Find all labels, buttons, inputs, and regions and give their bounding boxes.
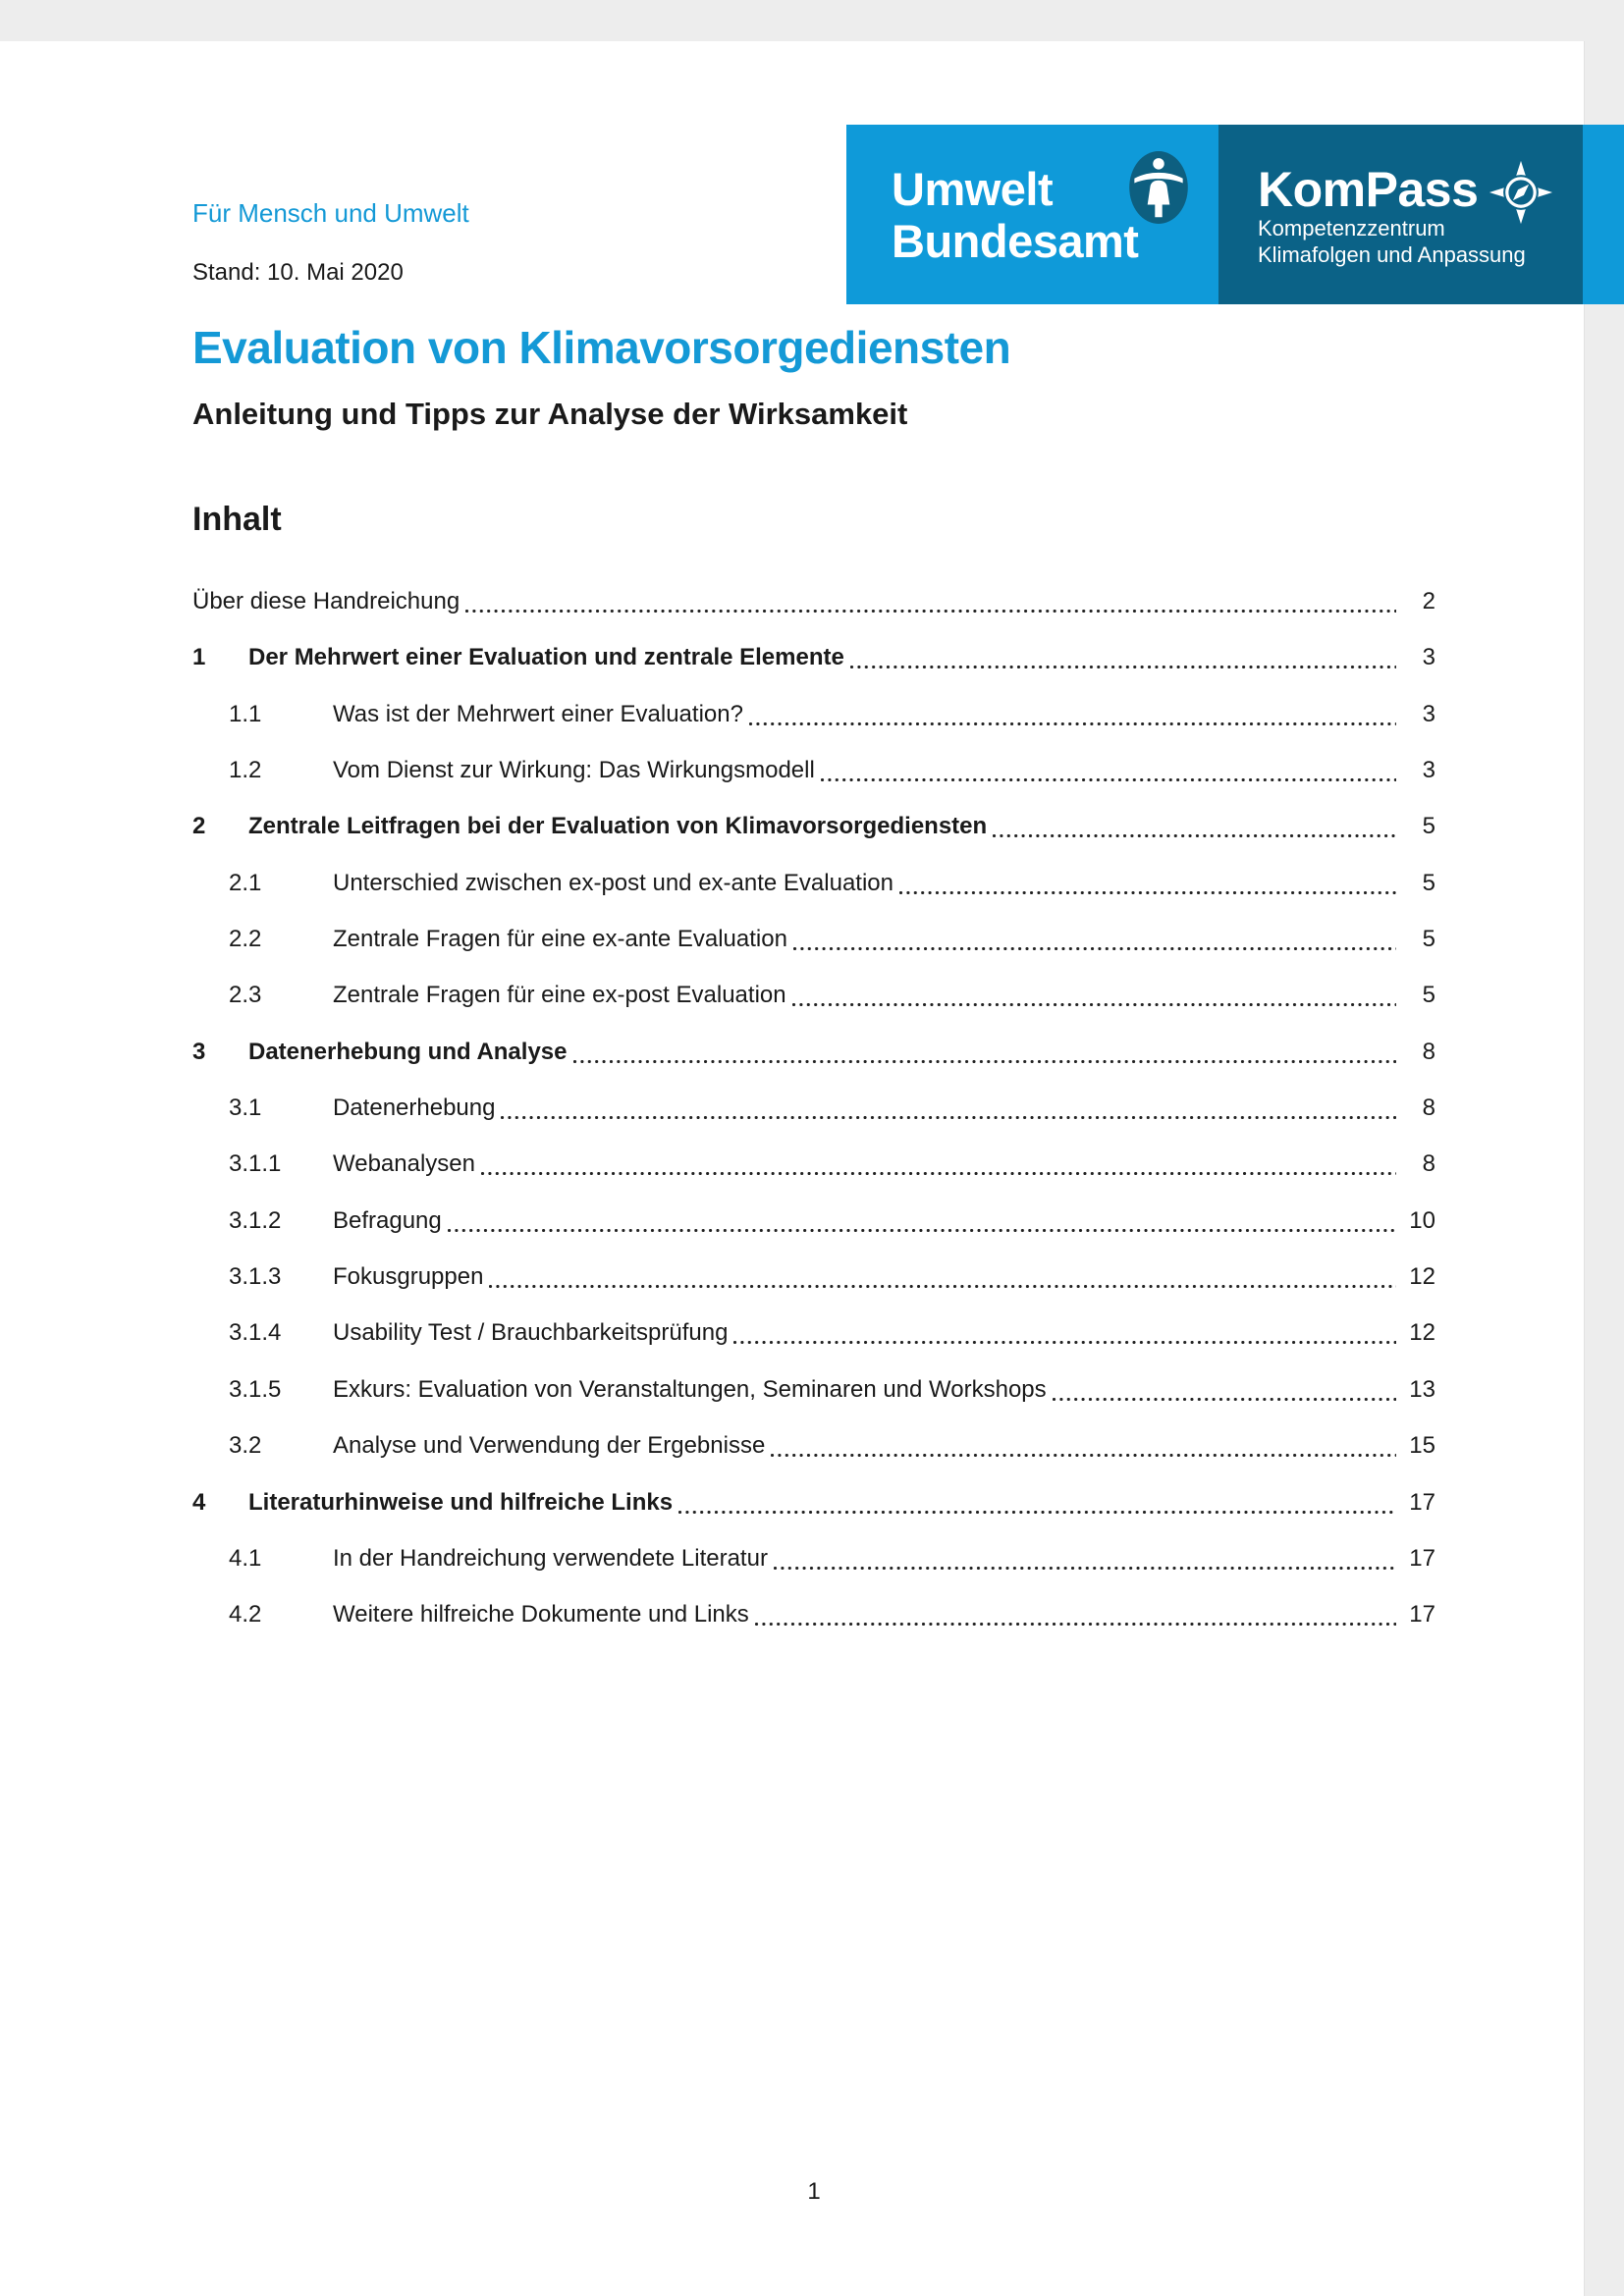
toc-dot-leader bbox=[501, 1094, 1396, 1123]
toc-entry[interactable] bbox=[192, 1375, 1435, 1431]
toc-entry-page: 5 bbox=[1422, 926, 1435, 953]
toc-dot-leader bbox=[993, 812, 1396, 841]
tagline: Für Mensch und Umwelt bbox=[192, 198, 469, 228]
toc-entry-number: 3.1 bbox=[229, 1095, 262, 1122]
toc-entry[interactable] bbox=[192, 587, 1435, 643]
toc-entry-page: 8 bbox=[1422, 1095, 1435, 1122]
toc-dot-leader bbox=[792, 981, 1396, 1010]
toc-entry-label: Usability Test / Brauchbarkeitsprüfung bbox=[333, 1319, 729, 1347]
toc-list bbox=[192, 587, 1435, 1657]
toc-entry-label: In der Handreichung verwendete Literatur bbox=[333, 1544, 768, 1572]
toc-entry-page: 5 bbox=[1422, 813, 1435, 840]
document-title: Evaluation von Klimavorsorgediensten bbox=[192, 322, 1011, 373]
toc-entry-page: 17 bbox=[1409, 1488, 1435, 1516]
toc-entry-page: 10 bbox=[1409, 1206, 1435, 1234]
toc-dot-leader bbox=[678, 1488, 1396, 1518]
toc-entry-label: Analyse und Verwendung der Ergebnisse bbox=[333, 1432, 766, 1460]
toc-entry-label: Zentrale Leitfragen bei der Evaluation von Klimavorsorgediensten bbox=[248, 813, 988, 840]
toc-entry-number: 1.2 bbox=[229, 757, 262, 784]
toc-entry-label: Datenerhebung bbox=[333, 1095, 496, 1122]
toc-entry-number: 2 bbox=[192, 813, 206, 840]
uba-logo-line1: Umwelt bbox=[892, 162, 1054, 215]
toc-entry-page: 15 bbox=[1409, 1432, 1435, 1460]
umweltbundesamt-logo bbox=[846, 125, 1218, 304]
toc-entry-label: Zentrale Fragen für eine ex-post Evaluation bbox=[333, 982, 786, 1009]
toc-dot-leader bbox=[749, 700, 1396, 729]
kompass-logo-subtitle1: Kompetenzzentrum bbox=[1258, 216, 1445, 240]
toc-entry[interactable] bbox=[192, 1600, 1435, 1656]
toc-entry-number: 2.3 bbox=[229, 982, 262, 1009]
toc-entry-page: 17 bbox=[1409, 1601, 1435, 1629]
toc-dot-leader bbox=[821, 756, 1396, 785]
toc-entry-number: 3.2 bbox=[229, 1432, 262, 1460]
kompass-logo-subtitle2: Klimafolgen und Anpassung bbox=[1258, 242, 1526, 267]
toc-entry-number: 4.1 bbox=[229, 1544, 262, 1572]
toc-dot-leader bbox=[850, 643, 1396, 672]
toc-entry[interactable] bbox=[192, 925, 1435, 981]
toc-entry[interactable] bbox=[192, 700, 1435, 756]
toc-entry-page: 3 bbox=[1422, 757, 1435, 784]
toc-entry-number: 3.1.3 bbox=[229, 1263, 282, 1291]
toc-entry-label: Weitere hilfreiche Dokumente und Links bbox=[333, 1601, 749, 1629]
toc-entry-label: Unterschied zwischen ex-post und ex-ante Evaluation bbox=[333, 869, 893, 896]
toc-entry-label: Vom Dienst zur Wirkung: Das Wirkungsmodell bbox=[333, 757, 815, 784]
toc-entry[interactable] bbox=[192, 756, 1435, 812]
toc-entry-label: Befragung bbox=[333, 1206, 442, 1234]
toc-dot-leader bbox=[755, 1600, 1396, 1629]
toc-entry-label: Fokusgruppen bbox=[333, 1263, 484, 1291]
kompass-logo bbox=[1218, 125, 1583, 304]
toc-dot-leader bbox=[771, 1431, 1396, 1461]
toc-entry-page: 12 bbox=[1409, 1319, 1435, 1347]
date-line: Stand: 10. Mai 2020 bbox=[192, 259, 404, 286]
person-in-ellipse-icon bbox=[1128, 150, 1189, 230]
toc-entry-number: 3.1.4 bbox=[229, 1319, 282, 1347]
toc-dot-leader bbox=[899, 869, 1396, 898]
toc-entry-label: Datenerhebung und Analyse bbox=[248, 1038, 568, 1065]
toc-dot-leader bbox=[573, 1038, 1397, 1067]
compass-icon bbox=[1489, 157, 1553, 233]
toc-entry-number: 3.1.5 bbox=[229, 1375, 282, 1403]
document-subtitle: Anleitung und Tipps zur Analyse der Wirksamkeit bbox=[192, 397, 908, 431]
toc-entry-number: 4.2 bbox=[229, 1601, 262, 1629]
toc-entry-page: 2 bbox=[1422, 588, 1435, 614]
toc-dot-leader bbox=[1053, 1375, 1396, 1405]
toc-entry-label: Zentrale Fragen für eine ex-ante Evaluation bbox=[333, 926, 787, 953]
toc-entry-page: 3 bbox=[1422, 700, 1435, 727]
toc-entry[interactable] bbox=[192, 981, 1435, 1037]
toc-entry-label: Über diese Handreichung bbox=[192, 588, 460, 614]
toc-dot-leader bbox=[448, 1206, 1396, 1236]
toc-entry[interactable] bbox=[192, 643, 1435, 699]
toc-entry-number: 2.1 bbox=[229, 869, 262, 896]
toc-entry[interactable] bbox=[192, 869, 1435, 925]
toc-entry-number: 2.2 bbox=[229, 926, 262, 953]
toc-entry-number: 3.1.1 bbox=[229, 1150, 282, 1178]
toc-entry-number: 3.1.2 bbox=[229, 1206, 282, 1234]
toc-dot-leader bbox=[465, 587, 1396, 616]
toc-entry[interactable] bbox=[192, 1206, 1435, 1262]
toc-entry-page: 17 bbox=[1409, 1544, 1435, 1572]
uba-logo-line2: Bundesamt bbox=[892, 214, 1139, 267]
toc-entry-label: Webanalysen bbox=[333, 1150, 475, 1178]
toc-heading: Inhalt bbox=[192, 501, 282, 538]
toc-entry[interactable] bbox=[192, 1488, 1435, 1544]
toc-entry-label: Der Mehrwert einer Evaluation und zentrale Elemente bbox=[248, 644, 844, 671]
toc-entry-number: 3 bbox=[192, 1038, 206, 1065]
toc-entry-page: 13 bbox=[1409, 1375, 1435, 1403]
toc-entry-label: Exkurs: Evaluation von Veranstaltungen, Seminaren und Workshops bbox=[333, 1375, 1047, 1403]
kompass-logo-title: KomPass bbox=[1258, 162, 1479, 217]
footer-page-number: 1 bbox=[807, 2178, 821, 2205]
toc-entry[interactable] bbox=[192, 812, 1435, 868]
toc-dot-leader bbox=[481, 1149, 1396, 1179]
toc-entry[interactable] bbox=[192, 1431, 1435, 1487]
toc-entry-number: 1.1 bbox=[229, 700, 262, 727]
toc-dot-leader bbox=[489, 1262, 1396, 1292]
toc-entry-label: Literaturhinweise und hilfreiche Links bbox=[248, 1488, 674, 1516]
toc-entry-page: 5 bbox=[1422, 982, 1435, 1009]
toc-entry-page: 3 bbox=[1422, 644, 1435, 671]
toc-dot-leader bbox=[774, 1544, 1396, 1574]
banner-edge-strip bbox=[1583, 125, 1624, 304]
toc-entry[interactable] bbox=[192, 1544, 1435, 1600]
toc-entry-number: 1 bbox=[192, 644, 206, 671]
toc-entry-page: 8 bbox=[1422, 1150, 1435, 1178]
toc-entry-number: 4 bbox=[192, 1488, 206, 1516]
toc-entry[interactable] bbox=[192, 1262, 1435, 1318]
toc-entry-label: Was ist der Mehrwert einer Evaluation? bbox=[333, 700, 743, 727]
toc-dot-leader bbox=[733, 1318, 1396, 1348]
toc-entry[interactable] bbox=[192, 1094, 1435, 1149]
toc-entry-page: 8 bbox=[1422, 1038, 1435, 1065]
logo-banner bbox=[846, 125, 1624, 304]
toc-entry[interactable] bbox=[192, 1149, 1435, 1205]
toc-dot-leader bbox=[793, 925, 1396, 954]
toc-entry-page: 12 bbox=[1409, 1263, 1435, 1291]
toc-entry[interactable] bbox=[192, 1318, 1435, 1374]
toc-entry[interactable] bbox=[192, 1038, 1435, 1094]
toc-entry-page: 5 bbox=[1422, 869, 1435, 896]
